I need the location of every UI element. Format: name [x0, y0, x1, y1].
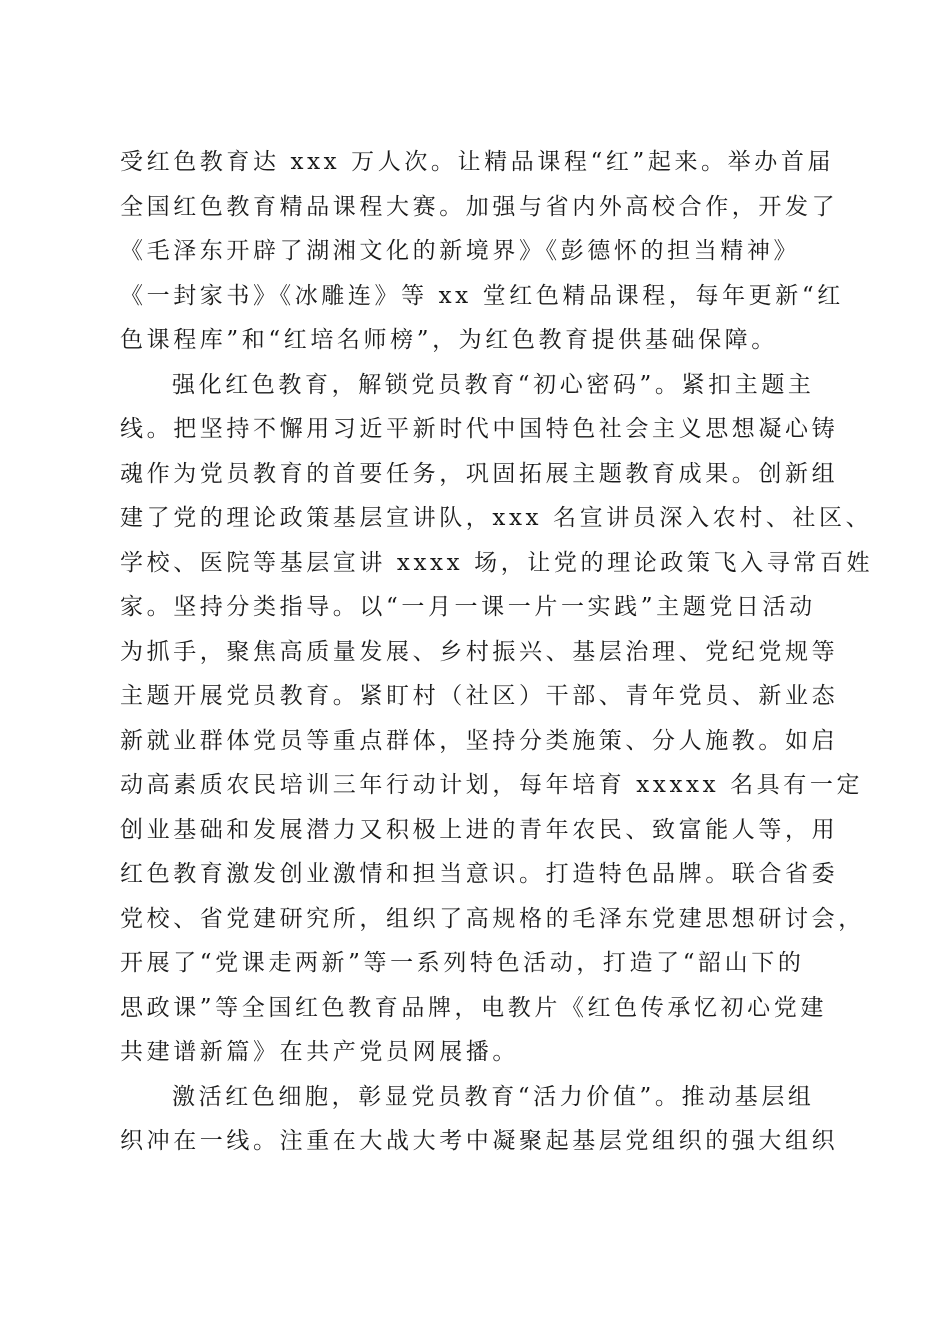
- text-line: 织冲在一线。注重在大战大考中凝聚起基层党组织的强大组织: [120, 1128, 839, 1154]
- text-line: 党校、省党建研究所，组织了高规格的毛泽东党建思想研讨会，: [120, 905, 865, 932]
- text-line: 创业基础和发展潜力又积极上进的青年农民、致富能人等，用: [120, 816, 839, 843]
- text-line: 思政课”等全国红色教育品牌，电教片《红色传承忆初心党建: [120, 994, 827, 1021]
- paragraph: [120, 1075, 840, 1164]
- text-line: 新就业群体党员等重点群体，坚持分类施策、分人施教。如启: [120, 727, 839, 754]
- paragraph: [120, 363, 874, 1075]
- text-line: 全国红色教育精品课程大赛。加强与省内外高校合作，开发了: [120, 193, 839, 220]
- text-line: 共建谱新篇》在共产党员网展播。: [120, 1039, 519, 1065]
- text-line: 强化红色教育，解锁党员教育“初心密码”。紧扣主题主: [172, 371, 815, 398]
- text-line: 激活红色细胞，彰显党员教育“活力价值”。推动基层组: [172, 1083, 815, 1110]
- paragraph: [120, 140, 844, 363]
- text-line: 学校、医院等基层宣讲 xxxx 场，让党的理论政策飞入寻常百姓: [120, 549, 874, 576]
- text-line: 线。把坚持不懈用习近平新时代中国特色社会主义思想凝心铸: [120, 416, 839, 442]
- text-line: 《毛泽东开辟了湖湘文化的新境界》《彭德怀的担当精神》: [120, 238, 801, 264]
- text-line: 红色教育激发创业激情和担当意识。打造特色品牌。联合省委: [120, 861, 839, 887]
- text-line: 色课程库”和“红培名师榜”，为红色教育提供基础保障。: [120, 327, 778, 353]
- text-line: 建了党的理论政策基层宣讲队，xxx 名宣讲员深入农村、社区、: [120, 505, 873, 531]
- text-line: 主题开展党员教育。紧盯村（社区）干部、青年党员、新业态: [120, 683, 839, 709]
- text-line: 《一封家书》《冰雕连》等 xx 堂红色精品课程，每年更新“红: [120, 282, 844, 309]
- text-line: 开展了“党课走两新”等一系列特色活动，打造了“韶山下的: [120, 950, 805, 976]
- text-line: 为抓手，聚焦高质量发展、乡村振兴、基层治理、党纪党规等: [120, 638, 839, 665]
- text-line: 动高素质农民培训三年行动计划，每年培育 xxxxx 名具有一定: [120, 772, 864, 798]
- text-line: 魂作为党员教育的首要任务，巩固拓展主题教育成果。创新组: [120, 460, 839, 487]
- text-line: 家。坚持分类指导。以“一月一课一片一实践”主题党日活动: [120, 594, 816, 620]
- text-line: 受红色教育达 xxx 万人次。让精品课程“红”起来。举办首届: [120, 149, 835, 175]
- body-text: [120, 140, 874, 1164]
